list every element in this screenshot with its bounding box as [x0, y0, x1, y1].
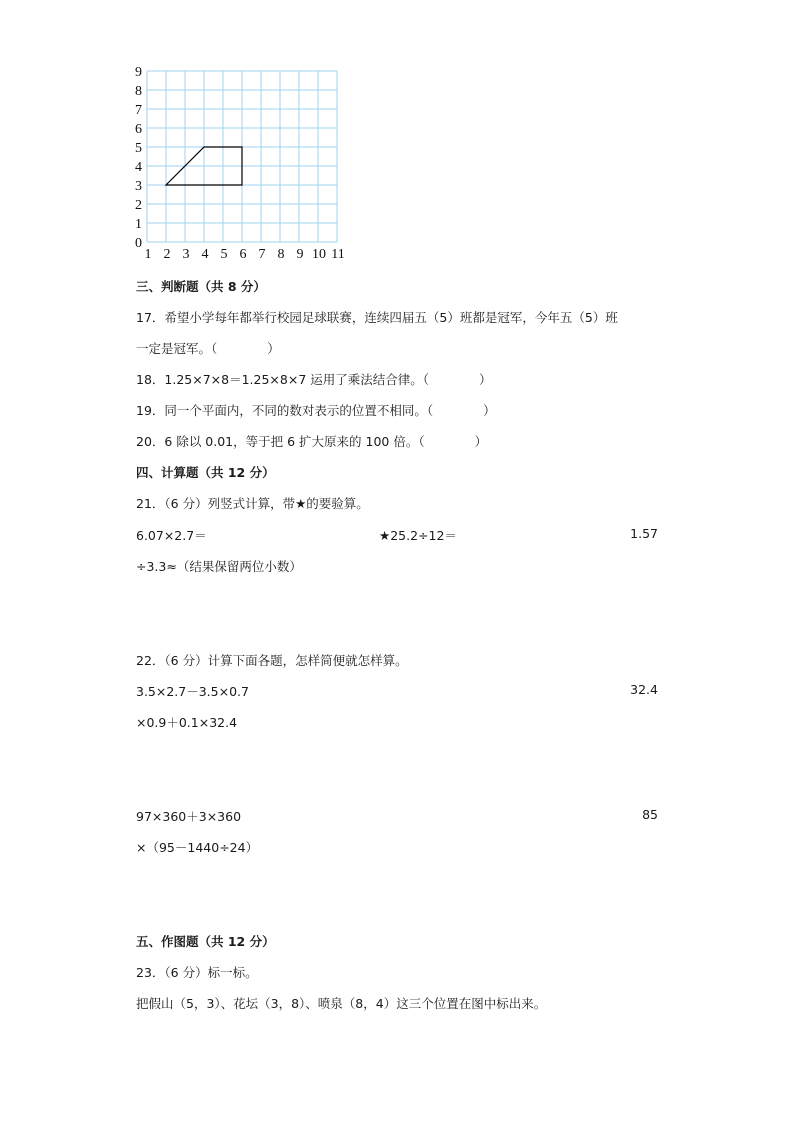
y-axis-tick-label: 0	[135, 236, 142, 251]
question-17-line2: 一定是冠军。（ ）	[136, 341, 280, 356]
question-22-item-a: 3.5×2.7－3.5×0.7	[136, 684, 249, 699]
y-axis-tick-label: 2	[135, 198, 142, 213]
x-axis-tick-label: 2	[163, 247, 171, 262]
question-22-item-c: 97×360＋3×360	[136, 809, 242, 824]
coordinate-grid-figure	[130, 62, 370, 262]
x-axis-tick-label: 8	[277, 247, 285, 262]
y-axis-tick-label: 6	[135, 122, 142, 137]
x-axis-tick-label: 9	[296, 247, 304, 262]
y-axis-tick-label: 5	[135, 141, 142, 156]
x-axis-tick-label: 11	[331, 247, 345, 262]
x-axis-tick-label: 1	[144, 247, 152, 262]
question-21-item-b: ★25.2÷12＝	[379, 528, 457, 543]
x-axis-tick-label: 4	[201, 247, 209, 262]
question-17-line1: 17．希望小学每年都举行校园足球联赛，连续四届五（5）班都是冠军，今年五（5）班	[136, 310, 618, 325]
question-23-title: 23．（6 分）标一标。	[136, 965, 258, 980]
section-4-title: 四、计算题（共 12 分）	[136, 465, 275, 480]
question-18: 18．1.25×7×8＝1.25×8×7 运用了乘法结合律。（ ）	[136, 372, 492, 387]
section-5-title: 五、作图题（共 12 分）	[136, 934, 275, 949]
question-19: 19．同一个平面内，不同的数对表示的位置不相同。（ ）	[136, 403, 496, 418]
x-axis-tick-label: 10	[312, 247, 326, 262]
y-axis-tick-label: 8	[135, 84, 142, 99]
question-21-item-c-part2: ÷3.3≈（结果保留两位小数）	[136, 559, 302, 574]
question-21-item-c-part1: 1.57	[630, 526, 658, 541]
x-axis-tick-label: 3	[182, 247, 190, 262]
y-axis-tick-label: 4	[135, 160, 142, 175]
question-21-title: 21．（6 分）列竖式计算，带★的要验算。	[136, 496, 369, 511]
y-axis-tick-label: 9	[135, 65, 142, 80]
question-20: 20．6 除以 0.01，等于把 6 扩大原来的 100 倍。（ ）	[136, 434, 488, 449]
question-22-item-b-part2: ×0.9＋0.1×32.4	[136, 715, 238, 730]
y-axis-tick-label: 1	[135, 217, 142, 232]
x-axis-tick-label: 5	[220, 247, 228, 262]
question-22-title: 22．（6 分）计算下面各题，怎样简便就怎样算。	[136, 653, 408, 668]
question-23-text: 把假山（5，3）、花坛（3，8）、喷泉（8，4）这三个位置在图中标出来。	[136, 996, 547, 1011]
question-21-item-a: 6.07×2.7＝	[136, 528, 207, 543]
question-22-item-b-part1: 32.4	[630, 682, 658, 697]
x-axis-tick-label: 7	[258, 247, 266, 262]
question-22-item-d-part1: 85	[642, 807, 658, 822]
section-3-title: 三、判断题（共 8 分）	[136, 279, 266, 294]
y-axis-tick-label: 7	[135, 103, 142, 118]
y-axis-tick-label: 3	[135, 179, 142, 194]
x-axis-tick-label: 6	[239, 247, 247, 262]
question-22-item-d-part2: ×（95－1440÷24）	[136, 840, 259, 855]
coordinate-grid	[130, 62, 370, 262]
